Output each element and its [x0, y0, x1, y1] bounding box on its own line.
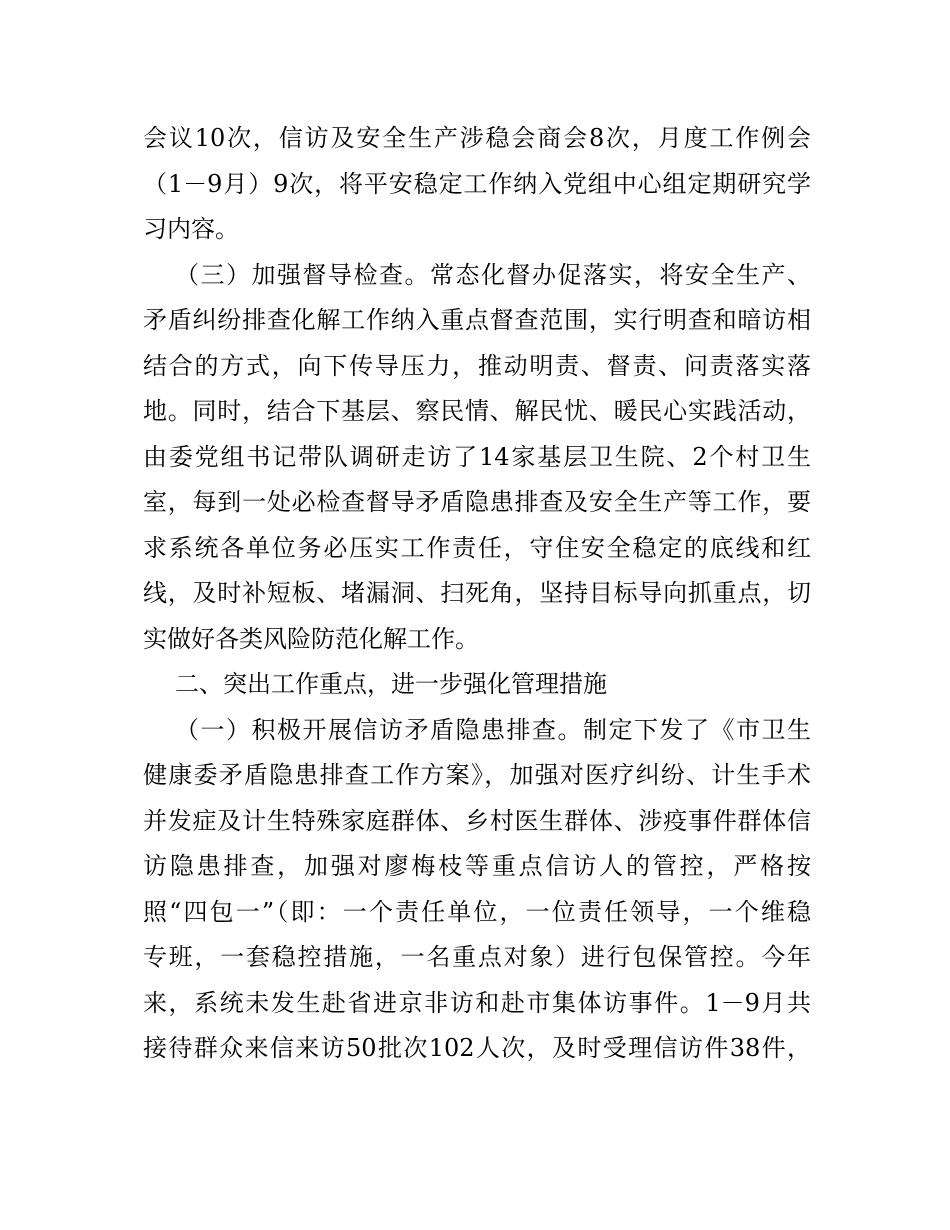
- text-line: 求系统各单位务必压实工作责任，守住安全稳定的底线和红: [143, 533, 811, 562]
- text-line: 照“四包一”（即：一个责任单位，一位责任领导，一个维稳: [143, 897, 811, 926]
- paragraph-p2: [143, 253, 811, 663]
- paragraph-p3: [143, 662, 811, 708]
- text-line: 并发症及计生特殊家庭群体、乡村医生群体、涉疫事件群体信: [143, 806, 811, 835]
- text-line: 接待群众来信来访50批次102人次，及时受理信访件38件，: [143, 1034, 811, 1062]
- paragraph-p4: [143, 708, 811, 1072]
- text-line: 访隐患排查，加强对廖梅枝等重点信访人的管控，严格按: [143, 852, 811, 880]
- document-body: [143, 116, 811, 1072]
- text-line: （1－9月）9次，将平安稳定工作纳入党组中心组定期研究学: [143, 169, 811, 198]
- text-line: 实做好各类风险防范化解工作。: [143, 624, 479, 653]
- text-line: （一）积极开展信访矛盾隐患排查。制定下发了《市卫生: [175, 715, 811, 744]
- text-line: 地。同时，结合下基层、察民情、解民忧、暖民心实践活动，: [143, 397, 811, 425]
- text-line: 线，及时补短板、堵漏洞、扫死角，坚持目标导向抓重点，切: [143, 579, 811, 607]
- text-line: 会议10次，信访及安全生产涉稳会商会8次，月度工作例会: [143, 124, 811, 152]
- paragraph-p1: [143, 116, 811, 253]
- text-line: 健康委矛盾隐患排查工作方案》，加强对医疗纠纷、计生手术: [143, 761, 811, 789]
- text-line: 习内容。: [143, 215, 239, 243]
- text-line: 专班，一套稳控措施，一名重点对象）进行包保管控。今年: [143, 943, 811, 971]
- text-line: 结合的方式，向下传导压力，推动明责、督责、问责落实落: [143, 351, 811, 380]
- text-line: （三）加强督导检查。常态化督办促落实，将安全生产、: [175, 260, 811, 289]
- text-line: 二、突出工作重点，进一步强化管理措施: [175, 670, 607, 698]
- text-line: 矛盾纠纷排查化解工作纳入重点督查范围，实行明查和暗访相: [143, 306, 811, 334]
- text-line: 由委党组书记带队调研走访了14家基层卫生院、2个村卫生: [143, 442, 811, 471]
- text-line: 室，每到一处必检查督导矛盾隐患排查及安全生产等工作，要: [143, 488, 811, 516]
- text-line: 来，系统未发生赴省进京非访和赴市集体访事件。1－9月共: [143, 988, 811, 1017]
